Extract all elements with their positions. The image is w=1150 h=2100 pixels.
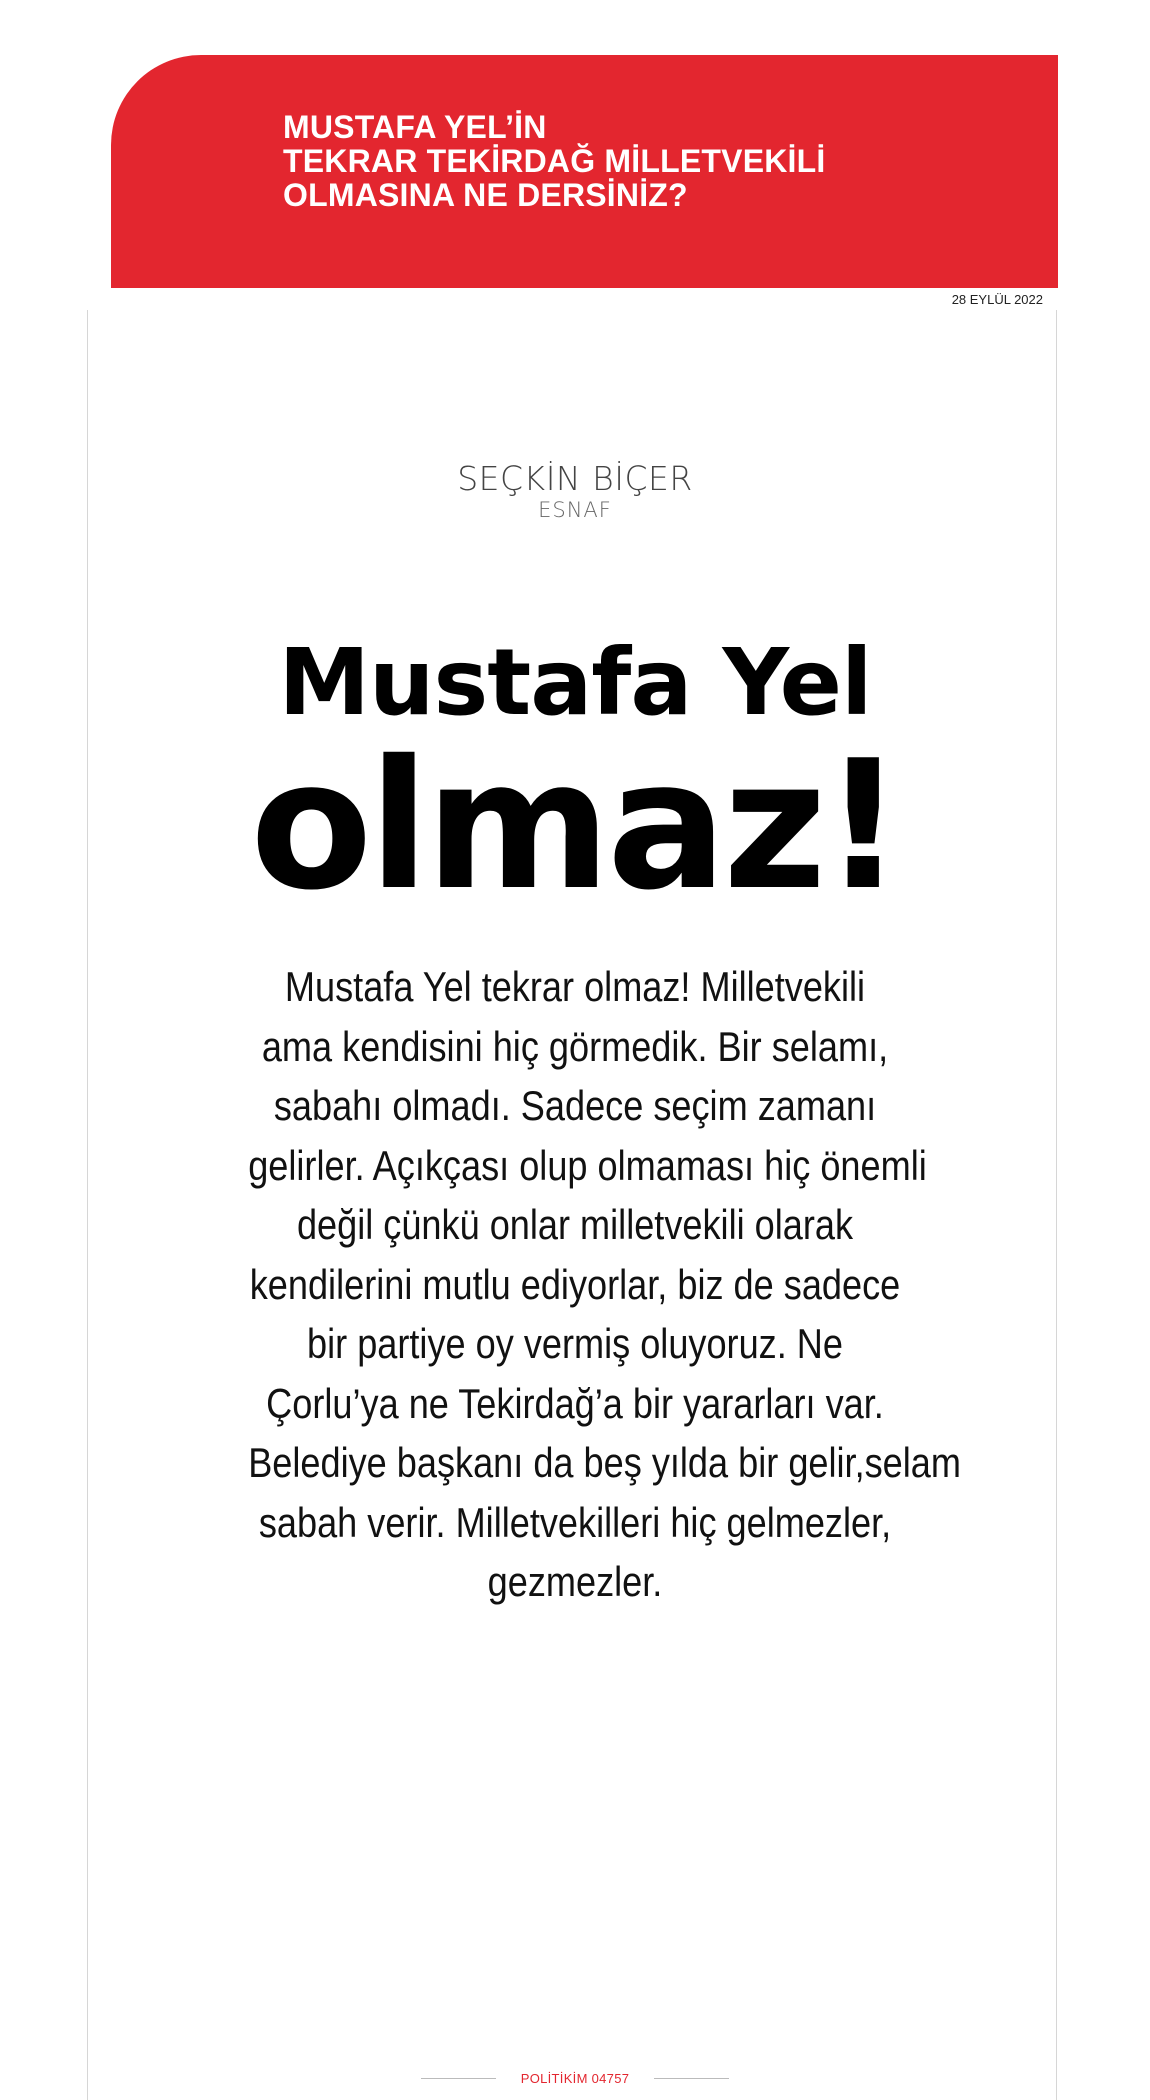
body-line: sabahı olmadı. Sadece seçim zamanı [273, 1082, 877, 1129]
header-title [283, 110, 983, 212]
body-text [248, 957, 961, 1612]
footer-rule-left [421, 2078, 496, 2079]
body-line: gezmezler. [487, 1558, 663, 1605]
body-line: değil çünkü onlar milletvekili olarak [296, 1201, 854, 1248]
headline [0, 628, 1150, 929]
header-title-line-1: MUSTAFA YEL’İN [283, 109, 547, 145]
header-title-line-2: TEKRAR TEKİRDAĞ MİLLETVEKİLİ [283, 143, 826, 179]
body-line: Belediye başkanı da beş yılda bir gelir,selam [248, 1439, 961, 1486]
footer [0, 2070, 1150, 2088]
body-line: Mustafa Yel tekrar olmaz! Milletvekili [284, 963, 866, 1010]
body-line: sabah verir. Milletvekilleri hiç gelmezler, [258, 1498, 892, 1546]
author-role: ESNAF [538, 498, 612, 522]
footer-label: POLİTİKİM 04757 [520, 2071, 630, 2087]
headline-line-2: olmaz! [250, 722, 900, 929]
body-line: bir partiye oy vermiş oluyoruz. Ne [307, 1320, 843, 1367]
body-line: Çorlu’ya ne Tekirdağ’a bir yararları var. [266, 1379, 884, 1427]
publish-date: 28 EYLÜL 2022 [951, 292, 1043, 307]
body-line: gelirler. Açıkçası olup olmaması hiç önemli [248, 1141, 927, 1189]
footer-rule-right [654, 2078, 729, 2079]
body-line: ama kendisini hiç görmedik. Bir selamı, [261, 1022, 889, 1070]
headline-line-1: Mustafa Yel [278, 629, 872, 736]
author-name: SEÇKİN BİÇER [457, 459, 693, 498]
header-title-line-3: OLMASINA NE DERSİNİZ? [283, 177, 688, 213]
author-block [0, 455, 1150, 521]
body-line: kendilerini mutlu ediyorlar, biz de sadece [249, 1260, 901, 1308]
